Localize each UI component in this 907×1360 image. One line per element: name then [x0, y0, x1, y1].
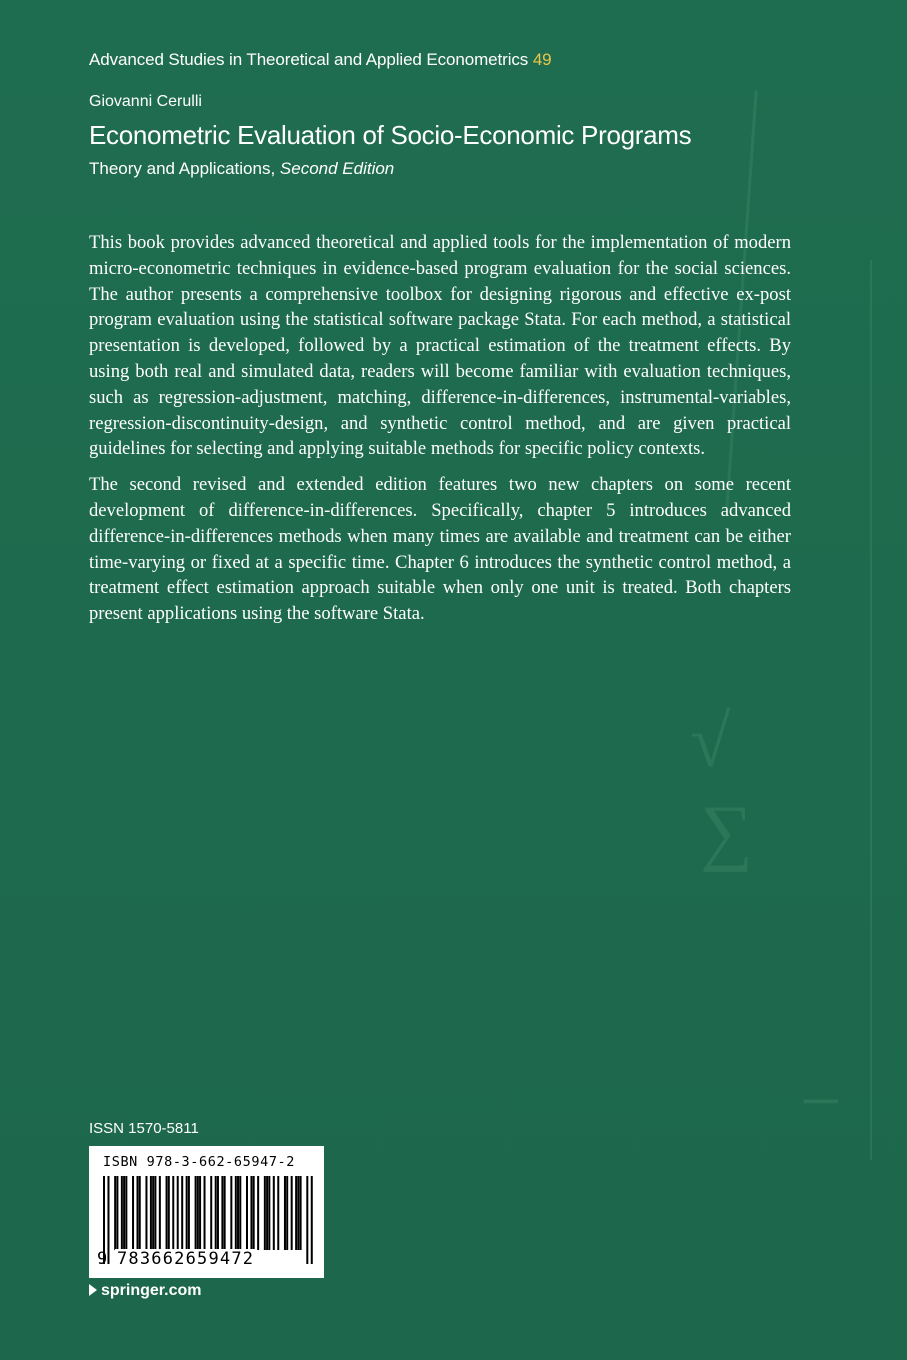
- barcode-bar: [181, 1176, 183, 1250]
- barcode-bar: [172, 1176, 174, 1250]
- ean-remaining-digits: 783662659472: [117, 1249, 255, 1269]
- barcode-bar: [257, 1176, 259, 1250]
- barcode-bar: [150, 1176, 152, 1250]
- barcode-bar: [186, 1176, 188, 1250]
- barcode-bar: [116, 1176, 118, 1250]
- barcode-bar: [154, 1176, 156, 1250]
- edition-text: Second Edition: [279, 159, 395, 178]
- ean-first-digit: 9: [97, 1249, 109, 1269]
- barcode-bar: [300, 1176, 302, 1250]
- bg-decor-glyph: −: [800, 1061, 842, 1143]
- barcode-bar: [177, 1176, 179, 1250]
- isbn-label: ISBN 978-3-662-65947-2: [103, 1154, 296, 1170]
- bg-decor-line: [870, 260, 872, 1160]
- barcode-bar: [217, 1176, 219, 1250]
- barcode-bar: [221, 1176, 223, 1250]
- barcode-bar: [277, 1176, 279, 1250]
- barcode-bar: [139, 1176, 141, 1250]
- barcode-bar: [253, 1176, 255, 1250]
- publisher-url: springer.com: [101, 1282, 202, 1299]
- barcode-bar: [264, 1176, 266, 1250]
- barcode-bar: [250, 1176, 252, 1250]
- series-line: [89, 50, 552, 70]
- barcode-bar: [297, 1176, 299, 1250]
- barcode-bar: [235, 1176, 237, 1250]
- description-paragraph-1: This book provides advanced theoretical and applied tools for the implementation of modern micro-econometric techniques in evidence-based program evaluation for the social sciences. The author presents a comprehensive toolbox for designing rigorous and effective ex-post program evaluation using the statistical software package Stata. For each method, a statistical presentation is developed, followed by a practical estimation of the treatment effects. By using both real and simulated data, readers will become familiar with evaluation techniques, such as regression-adjustment, matching, difference-in-differences, instrumental-variables, regression-discontinuity-design, and synthetic control method, and are given practical guidelines for selecting and applying suitable methods for specific policy contexts.: [89, 232, 791, 460]
- barcode-bar: [197, 1176, 199, 1250]
- barcode-bar: [199, 1176, 201, 1250]
- barcode-bar: [121, 1176, 123, 1250]
- barcode-bar: [114, 1176, 116, 1250]
- bg-decor-glyph: √: [690, 701, 731, 783]
- subtitle-text: Theory and Applications,: [89, 159, 280, 178]
- barcode-bar: [137, 1176, 139, 1250]
- barcode-bar: [273, 1176, 275, 1250]
- barcode-bar: [284, 1176, 286, 1250]
- barcode-bar: [195, 1176, 197, 1250]
- barcode-bar: [266, 1176, 268, 1250]
- author-name: Giovanni Cerulli: [89, 93, 202, 110]
- barcode-bar: [188, 1176, 190, 1250]
- series-number: 49: [532, 50, 552, 69]
- barcode-bar: [295, 1176, 297, 1250]
- barcode-bar: [166, 1176, 168, 1250]
- barcode-bar: [125, 1176, 127, 1250]
- barcode-bar: [159, 1176, 161, 1250]
- barcode: [89, 1146, 324, 1278]
- book-description: [89, 230, 791, 637]
- book-subtitle: [89, 159, 394, 179]
- book-title: Econometric Evaluation of Socio-Economic Programs: [89, 120, 692, 150]
- barcode-bar: [132, 1176, 134, 1250]
- publisher-link[interactable]: [89, 1282, 201, 1300]
- barcode-bar: [204, 1176, 206, 1250]
- barcode-bar: [230, 1176, 232, 1250]
- barcode-bar: [306, 1176, 308, 1264]
- barcode-bar: [123, 1176, 125, 1250]
- barcode-bar: [268, 1176, 270, 1250]
- barcode-bar: [224, 1176, 226, 1250]
- issn-label: ISSN 1570-5811: [89, 1120, 199, 1137]
- description-paragraph-2: The second revised and extended edition features two new chapters on some recent development of difference-in-differences. Specifically, chapter 5 introduces advanced difference-in-differences methods when many times are available and treatment can be either time-varying or fixed at a specific time. Chapter 6 introduces the synthetic control method, a treatment effect estimation approach suitable when only one unit is treated. Both chapters present applications using the software Stata.: [89, 474, 791, 625]
- barcode-bar: [286, 1176, 288, 1250]
- barcode-bar: [215, 1176, 217, 1250]
- barcode-bar: [246, 1176, 248, 1250]
- bg-decor-glyph: ∑: [700, 791, 753, 873]
- barcode-bar: [152, 1176, 154, 1250]
- barcode-bar: [168, 1176, 170, 1250]
- barcode-bar: [311, 1176, 313, 1264]
- barcode-bar: [291, 1176, 293, 1250]
- series-name: Advanced Studies in Theoretical and Applied Econometrics: [89, 50, 529, 69]
- barcode-bar: [239, 1176, 241, 1250]
- play-arrow-icon: [89, 1284, 97, 1296]
- barcode-bar: [145, 1176, 147, 1250]
- barcode-bar: [237, 1176, 239, 1250]
